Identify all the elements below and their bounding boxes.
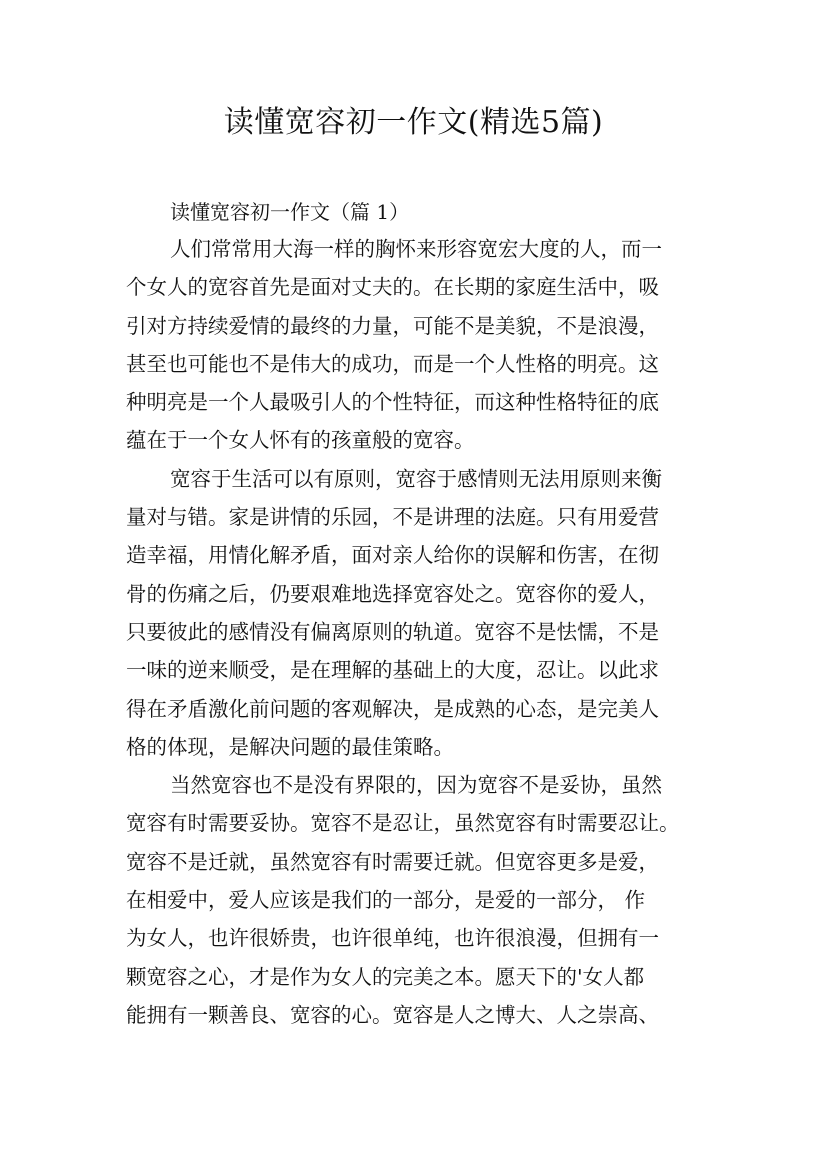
text-line: 宽容有时需要妥协。宽容不是忍让，虽然宽容有时需要忍让。	[126, 811, 680, 836]
text-line: 骨的伤痛之后，仍要艰难地选择宽容处之。宽容你的爱人，	[126, 581, 659, 606]
paragraph-1	[126, 230, 710, 460]
text-line: 格的体现，是解决问题的最佳策略。	[126, 734, 454, 759]
paragraph-3	[126, 766, 710, 1034]
text-line: 蕴在于一个女人怀有的孩童般的宽容。	[126, 428, 475, 453]
text-line: 量对与错。家是讲情的乐园，不是讲理的法庭。只有用爱营	[126, 505, 659, 530]
section-subtitle: 读懂宽容初一作文（篇 1）	[170, 200, 410, 224]
text-line: 人们常常用大海一样的胸怀来形容宽宏大度的人，而一	[170, 237, 662, 261]
text-line: 能拥有一颗善良、宽容的心。宽容是人之博大、人之崇高、	[126, 1002, 659, 1027]
text-line: 得在矛盾激化前问题的客观解决，是成熟的心态，是完美人	[126, 696, 659, 721]
document-body	[126, 194, 710, 1034]
text-line: 宽容于生活可以有原则，宽容于感情则无法用原则来衡	[170, 466, 662, 491]
text-line: 个女人的宽容首先是面对丈夫的。在长期的家庭生活中，吸	[126, 275, 659, 300]
text-line: 为女人，也许很娇贵，也许很单纯，也许很浪漫，但拥有一	[126, 926, 659, 951]
paragraph-2	[126, 460, 710, 766]
text-line: 只要彼此的感情没有偏离原则的轨道。宽容不是怯懦，不是	[126, 619, 659, 644]
text-line: 颗宽容之心，才是作为女人的完美之本。愿天下的'女人都	[126, 964, 645, 989]
text-line: 宽容不是迁就，虽然宽容有时需要迁就。但宽容更多是爱，	[126, 849, 659, 874]
text-line: 种明亮是一个人最吸引人的个性特征，而这种性格特征的底	[126, 390, 659, 415]
text-line: 引对方持续爱情的最终的力量，可能不是美貌，不是浪漫，	[126, 313, 659, 338]
text-line: 一味的逆来顺受，是在理解的基础上的大度，忍让。以此求	[126, 658, 659, 683]
text-line: 在相爱中，爱人应该是我们的一部分，是爱的一部分， 作	[126, 888, 646, 913]
text-line: 甚至也可能也不是伟大的成功，而是一个人性格的明亮。这	[126, 351, 659, 376]
text-line: 当然宽容也不是没有界限的，因为宽容不是妥协，虽然	[170, 773, 662, 798]
document-title: 读懂宽容初一作文(精选5篇)	[223, 105, 604, 140]
text-line: 造幸福，用情化解矛盾，面对亲人给你的误解和伤害，在彻	[126, 543, 659, 568]
